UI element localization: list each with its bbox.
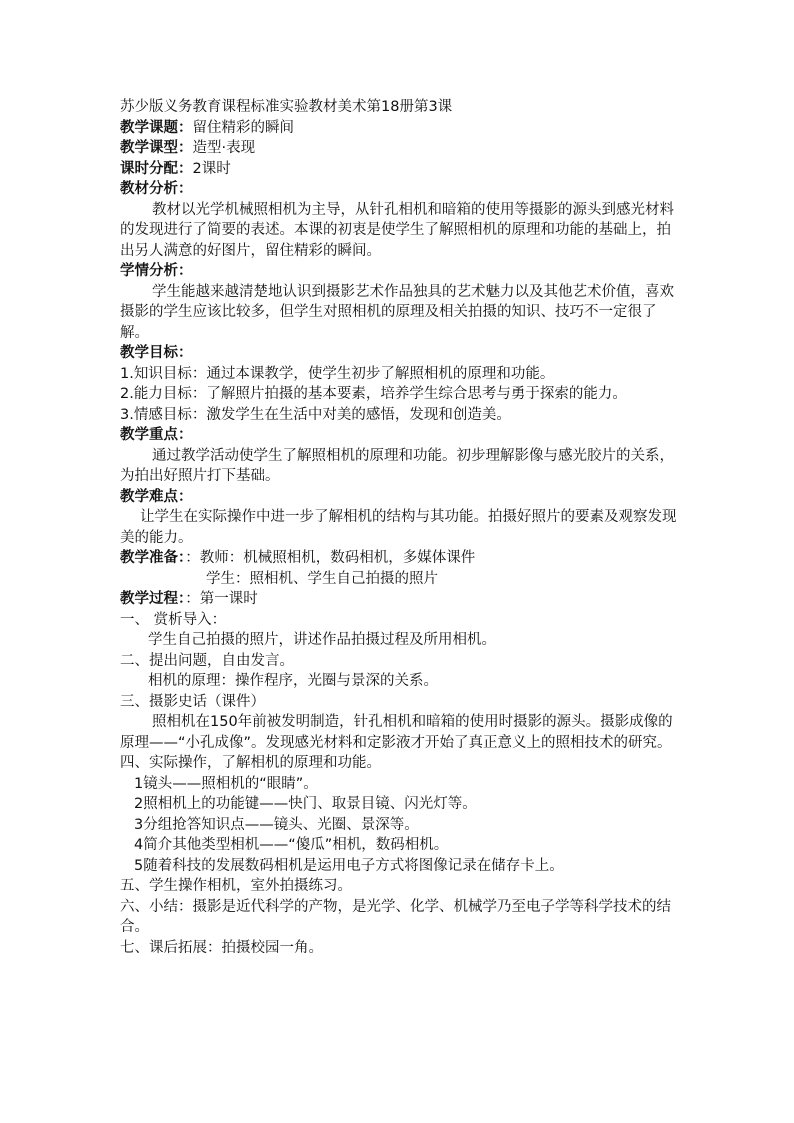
goals-heading: 教学目标：	[120, 345, 193, 361]
learner-paragraph: 学生能越来越清楚地认识到摄影艺术作品独具的艺术魅力以及其他艺术价值，喜欢摄影的学生应该比较多，但学生对照相机的原理及相关拍摄的知识、技巧不一定很了解。	[120, 283, 674, 341]
material-paragraph: 教材以光学机械照相机为主导，从针孔相机和暗箱的使用等摄影的源头到感光材料的发现进行了简要的表述。本课的初衷是使学生了解照相机的原理和功能的基础上，拍出另人满意的好图片，留住精彩的瞬间。	[120, 201, 674, 259]
step5-title: 五、学生操作相机，室外拍摄练习。	[120, 878, 352, 894]
process-value: ：第一课时	[185, 591, 258, 607]
prep-row	[120, 548, 680, 569]
goal-knowledge: 1.知识目标：通过本课教学，使学生初步了解照相机的原理和功能。	[120, 365, 555, 382]
hours-label: 课时分配：	[120, 160, 193, 177]
prep-student: 学生：照相机、学生自己拍摄的照片	[206, 570, 438, 587]
document-header: 苏少版义务教育课程标准实验教材美术第18册第3课	[120, 99, 453, 115]
difficulty-heading: 教学难点：	[120, 488, 193, 505]
goal-emotion: 3.情感目标：激发学生在生活中对美的感悟，发现和创造美。	[120, 406, 511, 423]
difficulty-paragraph: 让学生在实际操作中进一步了解相机的结构与其功能。拍摄好照片的要素及观察发现美的能力。	[120, 509, 677, 546]
step2-title: 二、提出问题，自由发言。	[120, 652, 294, 669]
lesson-plan-document	[120, 97, 680, 958]
step4-title: 四、实际操作，了解相机的原理和功能。	[120, 755, 381, 771]
prep-teacher: ：教师：机械照相机，数码相机，多媒体课件	[185, 550, 476, 566]
process-row	[120, 589, 680, 610]
material-heading: 教材分析：	[120, 181, 193, 197]
type-value: 造型·表现	[192, 140, 256, 156]
topic-row	[120, 118, 680, 139]
key-paragraph: 通过教学活动使学生了解照相机的原理和功能。初步理解影像与感光胶片的关系，为拍出好照片打下基础。	[120, 447, 674, 484]
step3-paragraph: 照相机在150年前被发明制造，针孔相机和暗箱的使用时摄影的源头。摄影成像的原理——“小孔成像”。发现感光材料和定影液才开始了真正意义上的照相技术的研究。	[120, 714, 673, 751]
step4-item: 5随着科技的发展数码相机是运用电子方式将图像记录在储存卡上。	[134, 857, 564, 874]
goal-ability: 2.能力目标：了解照片拍摄的基本要素，培养学生综合思考与勇于探索的能力。	[120, 386, 627, 402]
step4-item: 2照相机上的功能键——快门、取景目镜、闪光灯等。	[134, 796, 477, 812]
step1-title: 一、 赏析导入：	[120, 611, 227, 628]
prep-label: 教学准备：	[120, 550, 186, 566]
step7-title: 七、课后拓展：拍摄校园一角。	[120, 939, 323, 956]
step3-title: 三、摄影史话（课件）	[120, 693, 265, 710]
process-label: 教学过程：	[120, 591, 186, 607]
key-heading: 教学重点：	[120, 427, 193, 443]
learner-heading: 学情分析：	[120, 263, 193, 279]
step4-item: 3分组抢答知识点——镜头、光圈、景深等。	[134, 816, 419, 833]
type-row	[120, 138, 680, 159]
step4-item: 4简介其他类型相机——“傻瓜”相机，数码相机。	[134, 837, 449, 853]
step6-summary: 六、小结：摄影是近代科学的产物，是光学、化学、机械学乃至电子学等科学技术的结合。	[120, 898, 671, 935]
hours-row	[120, 159, 680, 180]
topic-label: 教学课题：	[120, 119, 193, 136]
type-label: 教学课型：	[120, 140, 193, 156]
step1-text: 学生自己拍摄的照片，讲述作品拍摄过程及所用相机。	[148, 632, 496, 648]
step2-text: 相机的原理：操作程序，光圈与景深的关系。	[148, 673, 438, 689]
hours-value: 2课时	[192, 160, 231, 177]
topic-value: 留住精彩的瞬间	[192, 119, 294, 136]
step4-item: 1镜头——照相机的“眼睛”。	[134, 775, 318, 792]
